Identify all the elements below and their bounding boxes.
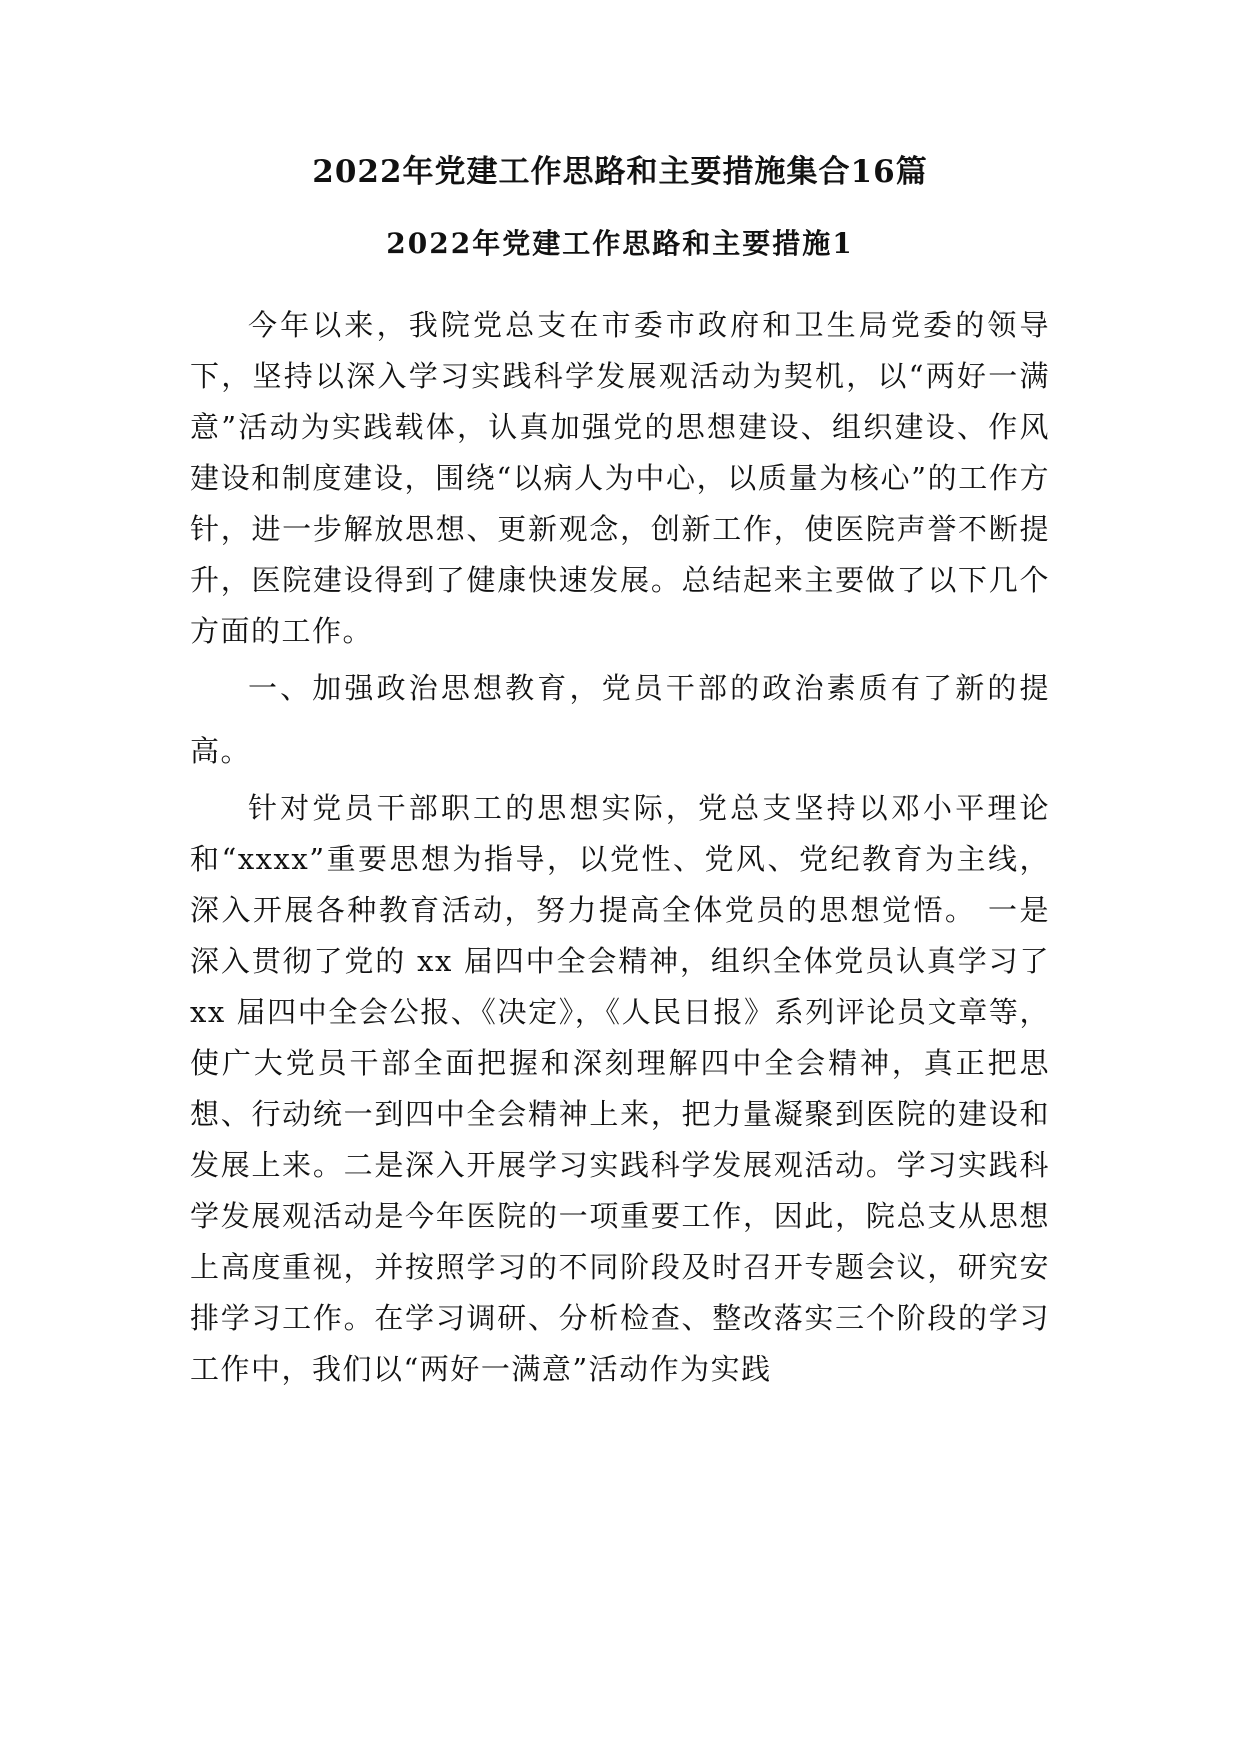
paragraph-section-1: 针对党员干部职工的思想实际，党总支坚持以邓小平理论和“xxxx”重要思想为指导，以党性、党风、党纪教育为主线，深入开展各种教育活动，努力提高全体党员的思想觉悟。 一是深入贯彻了党的 xx 届四中全会精神，组织全体党员认真学习了 xx 届四中全会公报、《决定》，《人民日报》系列评论员文章等，使广大党员干部全面把握和深刻理解四中全会精神，真正把思想、行动统一到四中全会精神上来，把力量凝聚到医院的建设和发展上来。二是深入开展学习实践科学发展观活动。学习实践科学发展观活动是今年医院的一项重要工作，因此，院总支从思想上高度重视，并按照学习的不同阶段及时召开专题会议，研究安排学习工作。在学习调研、分析检查、整改落实三个阶段的学习工作中，我们以“两好一满意”活动作为实践 bbox=[190, 791, 1050, 1386]
document-body bbox=[190, 300, 1050, 1395]
section-heading-1: 一、加强政治思想教育，党员干部的政治素质有了新的提高。 bbox=[190, 671, 1050, 768]
paragraph-intro: 今年以来，我院党总支在市委市政府和卫生局党委的领导下，坚持以深入学习实践科学发展观活动为契机，以“两好一满意”活动为实践载体，认真加强党的思想建设、组织建设、作风建设和制度建设，围绕“以病人为中心，以质量为核心”的工作方针，进一步解放思想、更新观念，创新工作，使医院声誉不断提升，医院建设得到了健康快速发展。总结起来主要做了以下几个方面的工作。 bbox=[190, 308, 1050, 648]
document-subtitle: 2022年党建工作思路和主要措施1 bbox=[386, 227, 854, 260]
document-title: 2022年党建工作思路和主要措施集合16篇 bbox=[312, 154, 928, 190]
